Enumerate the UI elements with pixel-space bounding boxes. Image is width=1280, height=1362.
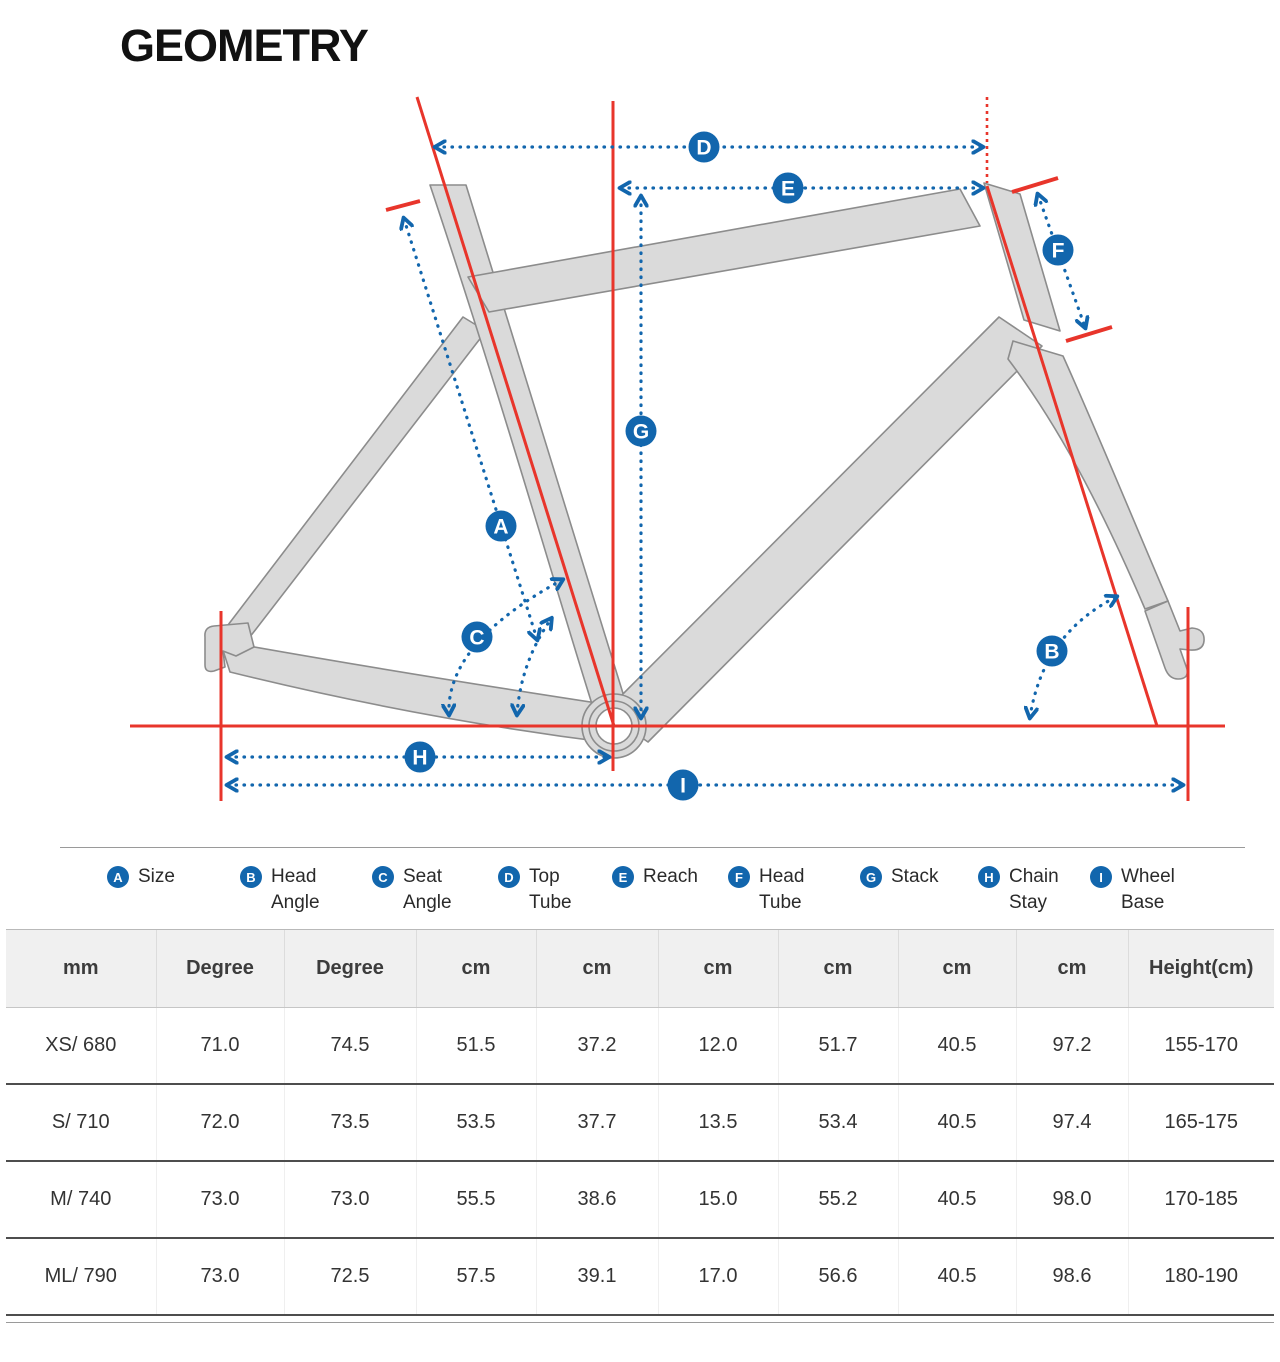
table-header-row [6,930,1274,1008]
cell: 56.6 [778,1238,898,1315]
badge-head-tube-f [1043,235,1074,266]
cell: 98.0 [1016,1161,1128,1238]
table-row-m [6,1161,1274,1238]
legend [0,847,1280,929]
table-bottom-divider [6,1322,1274,1323]
col-header-head-angle: Degree [156,930,284,1008]
fork [1008,341,1168,609]
svg-text:B: B [1044,640,1060,664]
cell: 40.5 [898,1161,1016,1238]
fork-dropout [1145,601,1204,679]
legend-item-wheel-base [1090,864,1181,916]
legend-badge-h: H [978,866,1000,888]
badge-wheel-base-i [668,770,699,801]
legend-badge-i: I [1090,866,1112,888]
legend-item-reach [612,864,698,890]
legend-badge-d: D [498,866,520,888]
cell: 40.5 [898,1008,1016,1085]
cell: 73.5 [284,1084,416,1161]
legend-label: Reach [643,866,698,887]
cell: 37.2 [536,1008,658,1085]
down-tube [605,317,1042,742]
badge-chain-stay-h [405,742,436,773]
svg-text:G: G [632,420,650,444]
top-tube [468,189,980,312]
legend-badge-b: B [240,866,262,888]
legend-item-stack [860,864,939,890]
col-header-size-mm: mm [6,930,156,1008]
cell: 72.0 [156,1084,284,1161]
cell: 57.5 [416,1238,536,1315]
svg-text:H: H [412,746,428,770]
cell: 40.5 [898,1238,1016,1315]
cell: S/ 710 [6,1084,156,1161]
badge-head-angle-b [1037,636,1068,667]
legend-badge-g: G [860,866,882,888]
legend-item-seat-angle [372,864,463,916]
cell: 13.5 [658,1084,778,1161]
svg-text:I: I [680,774,686,798]
legend-label: Seat Angle [403,866,452,913]
legend-label: Wheel Base [1121,866,1175,913]
cell: 53.5 [416,1084,536,1161]
cell: 55.2 [778,1161,898,1238]
legend-badge-a: A [107,866,129,888]
badge-reach-e [773,173,804,204]
cell: M/ 740 [6,1161,156,1238]
legend-badge-e: E [612,866,634,888]
table-row-s [6,1084,1274,1161]
head-tube-axis [987,186,1157,726]
cell: ML/ 790 [6,1238,156,1315]
cell: 53.4 [778,1084,898,1161]
badge-size-a [486,511,517,542]
legend-item-size [107,864,175,890]
cell: 39.1 [536,1238,658,1315]
size-tick [386,201,420,210]
bike-geometry-diagram [0,74,1280,847]
cell: 51.7 [778,1008,898,1085]
col-header-top-tube: cm [416,930,536,1008]
legend-badge-c: C [372,866,394,888]
badge-seat-angle-c [462,622,493,653]
legend-item-head-tube [728,864,819,916]
cell: XS/ 680 [6,1008,156,1085]
legend-item-chain-stay [978,864,1069,916]
cell: 73.0 [284,1161,416,1238]
cell: 74.5 [284,1008,416,1085]
cell: 155-170 [1128,1008,1274,1085]
cell: 73.0 [156,1238,284,1315]
badge-stack-g [626,416,657,447]
cell: 40.5 [898,1084,1016,1161]
cell: 97.2 [1016,1008,1128,1085]
cell: 17.0 [658,1238,778,1315]
legend-label: Head Tube [759,866,805,913]
cell: 12.0 [658,1008,778,1085]
col-header-stack: cm [778,930,898,1008]
cell: 71.0 [156,1008,284,1085]
geometry-table [6,929,1274,1316]
col-header-head-tube: cm [658,930,778,1008]
svg-text:E: E [780,177,796,201]
cell: 55.5 [416,1161,536,1238]
head-tube-tick-top [1012,178,1058,192]
svg-text:C: C [469,626,485,650]
cell: 98.6 [1016,1238,1128,1315]
legend-label: Size [138,866,175,887]
cell: 51.5 [416,1008,536,1085]
chain-stay [220,641,612,743]
bike-frame [205,183,1204,758]
page-title: GEOMETRY [120,20,368,71]
cell: 165-175 [1128,1084,1274,1161]
legend-item-top-tube [498,864,589,916]
legend-label: Stack [891,866,939,887]
cell: 180-190 [1128,1238,1274,1315]
legend-label: Top Tube [529,866,572,913]
diagram-container [0,74,1280,847]
legend-label: Chain Stay [1009,866,1059,913]
cell: 38.6 [536,1161,658,1238]
cell: 37.7 [536,1084,658,1161]
cell: 73.0 [156,1161,284,1238]
col-header-height: Height(cm) [1128,930,1274,1008]
col-header-wheel-base: cm [1016,930,1128,1008]
legend-divider [60,847,1245,848]
legend-badge-f: F [728,866,750,888]
cell: 15.0 [658,1161,778,1238]
table-row-ml [6,1238,1274,1315]
badge-top-tube-d [689,132,720,163]
legend-item-head-angle [240,864,331,916]
legend-label: Head Angle [271,866,320,913]
seat-stay [228,317,486,642]
cell: 97.4 [1016,1084,1128,1161]
cell: 72.5 [284,1238,416,1315]
svg-text:A: A [493,515,509,539]
table-row-xs [6,1008,1274,1085]
svg-text:F: F [1051,239,1065,263]
cell: 170-185 [1128,1161,1274,1238]
head-tube-tick-bottom [1066,327,1112,341]
svg-text:D: D [696,136,712,160]
col-header-reach: cm [536,930,658,1008]
col-header-chain-stay: cm [898,930,1016,1008]
seat-tube-axis [417,97,614,726]
col-header-seat-angle: Degree [284,930,416,1008]
